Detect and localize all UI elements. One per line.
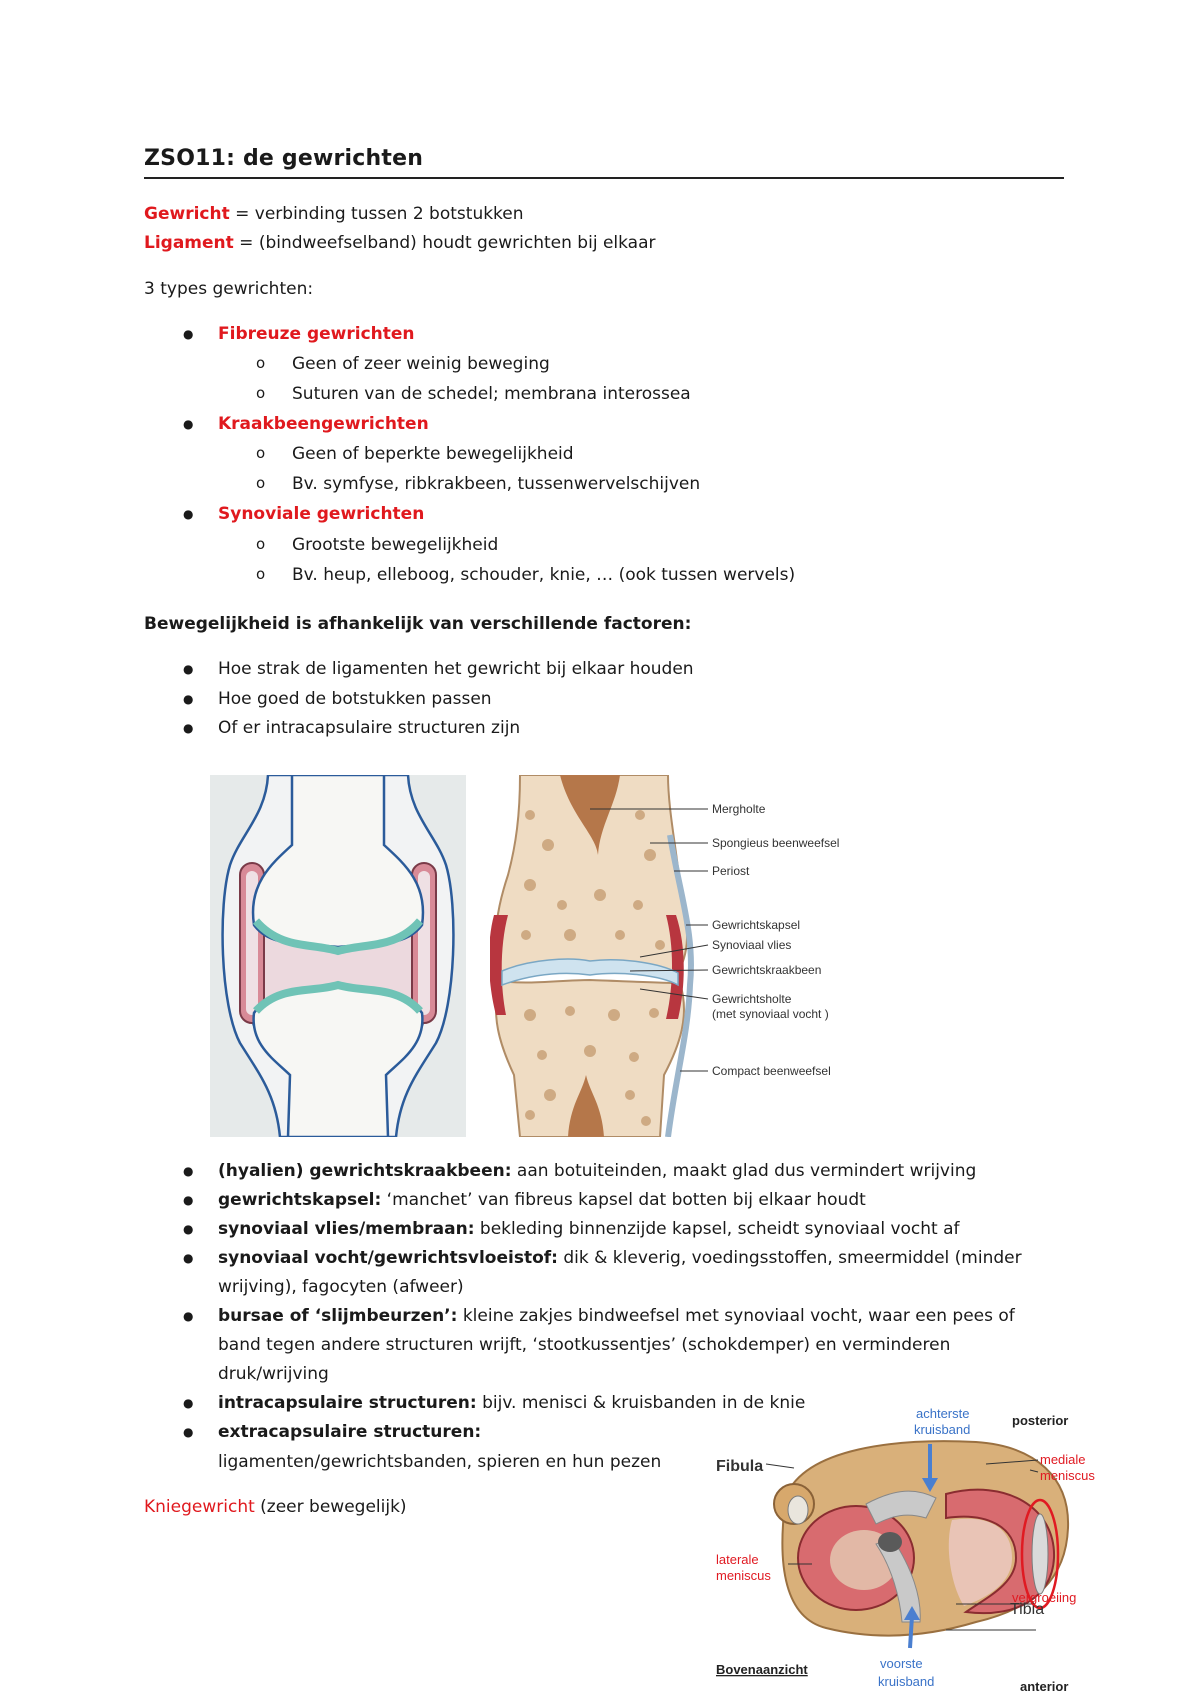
knee-term: Kniegewricht: [144, 1497, 255, 1517]
bullet-icon: ●: [183, 721, 194, 735]
circle-bullet-icon: o: [256, 444, 266, 462]
mobility-item: Hoe strak de ligamenten het gewricht bij elkaar houden: [218, 659, 694, 679]
circle-bullet-icon: o: [256, 474, 266, 492]
label-mediale: mediale: [1040, 1452, 1086, 1467]
label-spongieus: Spongieus beenweefsel: [712, 836, 840, 850]
circle-bullet-icon: o: [256, 384, 266, 402]
structure-item: [218, 1190, 866, 1210]
label-gewrichtskraakbeen: Gewrichtskraakbeen: [712, 963, 822, 977]
bullet-icon: ●: [183, 662, 194, 676]
structure-text: bijv. menisci & kruisbanden in de knie: [476, 1393, 806, 1413]
bullet-icon: ●: [183, 1164, 194, 1178]
type-sub: Geen of beperkte bewegelijkheid: [292, 444, 574, 464]
types-intro: 3 types gewrichten:: [144, 279, 314, 299]
definition-term: Ligament: [144, 233, 234, 253]
structure-item: [218, 1219, 960, 1239]
structure-term: gewrichtskapsel:: [218, 1190, 382, 1210]
definition-text: = verbinding tussen 2 botstukken: [229, 204, 524, 224]
label-meniscus-left: meniscus: [716, 1568, 771, 1583]
knee-heading: [144, 1497, 407, 1517]
definition-ligament: [144, 233, 656, 253]
structure-term: synoviaal vlies/membraan:: [218, 1219, 475, 1239]
structure-term: (hyalien) gewrichtskraakbeen:: [218, 1161, 512, 1181]
structure-text-continued: ligamenten/gewrichtsbanden, spieren en hun pezen: [218, 1452, 662, 1472]
bullet-icon: ●: [183, 507, 194, 521]
mobility-heading: Bewegelijkheid is afhankelijk van verschillende factoren:: [144, 614, 692, 634]
type-sub: Geen of zeer weinig beweging: [292, 354, 550, 374]
page-title: ZSO11: de gewrichten: [144, 146, 424, 171]
label-bovenaanzicht: Bovenaanzicht: [716, 1662, 808, 1677]
bullet-icon: ●: [183, 1222, 194, 1236]
structure-text: ‘manchet’ van fibreus kapsel dat botten bij elkaar houdt: [381, 1190, 866, 1210]
label-compact: Compact beenweefsel: [712, 1064, 831, 1078]
definition-gewricht: [144, 204, 524, 224]
structure-term: synoviaal vocht/gewrichtsvloeistof:: [218, 1248, 558, 1268]
label-meniscus-right: meniscus: [1040, 1468, 1095, 1483]
label-kruisband-top: kruisband: [914, 1422, 971, 1437]
synovial-joint-schematic-figure: [210, 775, 466, 1137]
bullet-icon: ●: [183, 692, 194, 706]
structure-item: [218, 1306, 1015, 1326]
bullet-icon: ●: [183, 1309, 194, 1323]
mobility-item: Hoe goed de botstukken passen: [218, 689, 492, 709]
circle-bullet-icon: o: [256, 565, 266, 583]
structure-item: [218, 1248, 1022, 1268]
label-voorste: voorste: [880, 1656, 923, 1671]
synovial-joint-anatomy-figure: [490, 775, 860, 1137]
bullet-icon: ●: [183, 1425, 194, 1439]
bullet-icon: ●: [183, 1396, 194, 1410]
structure-text: bekleding binnenzijde kapsel, scheidt synoviaal vocht af: [474, 1219, 960, 1239]
mobility-item: Of er intracapsulaire structuren zijn: [218, 718, 521, 738]
label-laterale: laterale: [716, 1552, 759, 1567]
circle-bullet-icon: o: [256, 535, 266, 553]
type-name: Synoviale gewrichten: [218, 504, 425, 524]
title-underline: [144, 177, 1064, 179]
structure-term: extracapsulaire structuren:: [218, 1422, 482, 1442]
structure-text-continued: band tegen andere structuren wrijft, ‘stootkussentjes’ (schokdemper) en verminderen: [218, 1335, 951, 1355]
type-name: Kraakbeengewrichten: [218, 414, 429, 434]
structure-term: intracapsulaire structuren:: [218, 1393, 477, 1413]
label-fibula: Fibula: [716, 1458, 764, 1475]
label-vergroeiing: vergroeiing: [1012, 1590, 1077, 1605]
label-gewrichtsholte: Gewrichtsholte: [712, 992, 792, 1006]
bullet-icon: ●: [183, 327, 194, 341]
label-anterior: anterior: [1020, 1679, 1069, 1694]
definition-text: = (bindweefselband) houdt gewrichten bij elkaar: [233, 233, 656, 253]
type-sub: Suturen van de schedel; membrana interossea: [292, 384, 691, 404]
type-sub: Bv. heup, elleboog, schouder, knie, … (ook tussen wervels): [292, 565, 796, 585]
structure-item: [218, 1161, 976, 1181]
bullet-icon: ●: [183, 417, 194, 431]
knee-text: (zeer bewegelijk): [254, 1497, 407, 1517]
knee-top-view-figure: [716, 1408, 1096, 1696]
label-tibia: Tibia: [1010, 1601, 1045, 1618]
bullet-icon: ●: [183, 1193, 194, 1207]
structure-text: kleine zakjes bindweefsel met synoviaal vocht, waar een pees of: [457, 1306, 1015, 1326]
label-periost: Periost: [712, 864, 750, 878]
structure-text: dik & kleverig, voedingsstoffen, smeermiddel (minder: [557, 1248, 1022, 1268]
structure-term: bursae of ‘slijmbeurzen’:: [218, 1306, 458, 1326]
structure-text-continued: wrijving), fagocyten (afweer): [218, 1277, 464, 1297]
type-sub: Bv. symfyse, ribkrakbeen, tussenwervelschijven: [292, 474, 701, 494]
bullet-icon: ●: [183, 1251, 194, 1265]
label-synoviaal-vocht: (met synoviaal vocht ): [712, 1007, 829, 1021]
label-synoviaal-vlies: Synoviaal vlies: [712, 938, 792, 952]
circle-bullet-icon: o: [256, 354, 266, 372]
label-posterior: posterior: [1012, 1413, 1069, 1428]
label-mergholte: Mergholte: [712, 802, 766, 816]
label-gewrichtskapsel: Gewrichtskapsel: [712, 918, 801, 932]
structure-item: [218, 1422, 481, 1442]
definition-term: Gewricht: [144, 204, 230, 224]
type-name: Fibreuze gewrichten: [218, 324, 415, 344]
label-kruisband-bottom: kruisband: [878, 1674, 935, 1689]
label-achterste: achterste: [916, 1408, 970, 1421]
structure-text-continued: druk/wrijving: [218, 1364, 329, 1384]
type-sub: Grootste bewegelijkheid: [292, 535, 499, 555]
structure-text: aan botuiteinden, maakt glad dus vermindert wrijving: [511, 1161, 977, 1181]
